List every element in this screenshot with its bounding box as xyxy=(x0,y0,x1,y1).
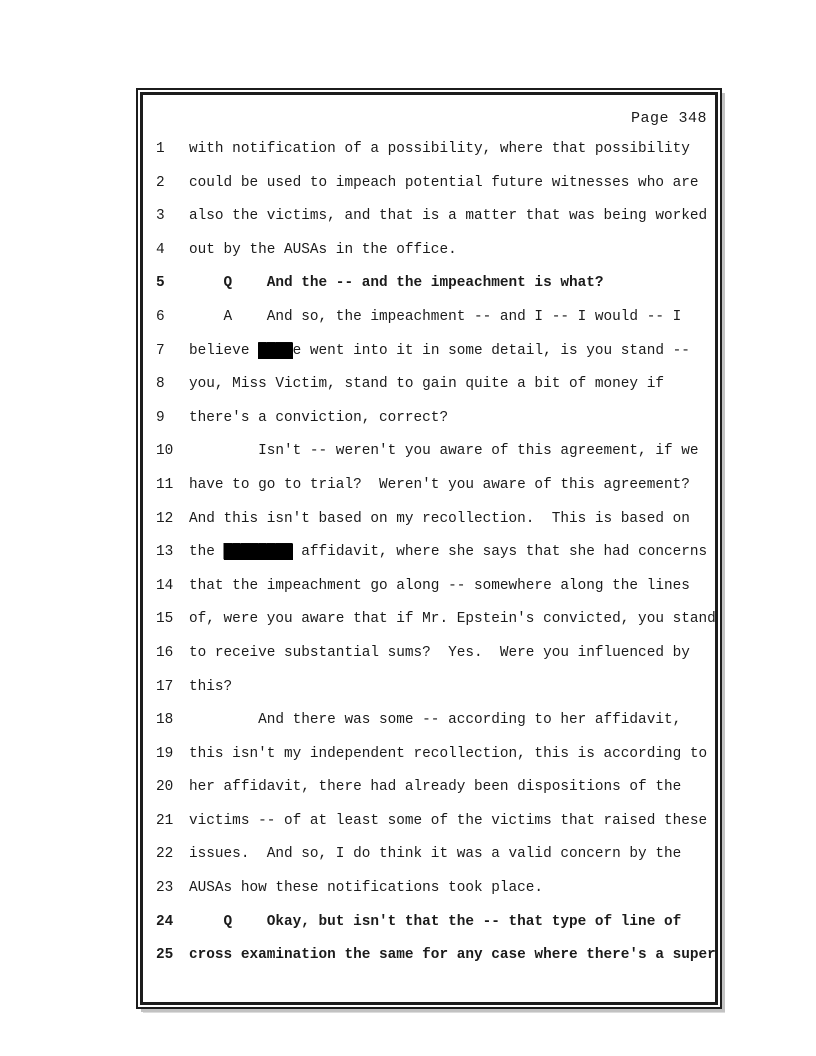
transcript-line xyxy=(143,200,715,234)
transcript-page xyxy=(136,88,722,1009)
transcript-line xyxy=(143,603,715,637)
redaction-box: ████████ xyxy=(223,544,293,561)
line-number: 2 xyxy=(156,174,165,191)
transcript-line xyxy=(143,805,715,839)
line-text: out by the AUSAs in the office. xyxy=(189,241,457,258)
transcript-line xyxy=(143,671,715,705)
line-text: the ████████ affidavit, where she says that she had concerns xyxy=(189,544,708,561)
line-number: 23 xyxy=(156,880,174,897)
line-number: 1 xyxy=(156,141,165,157)
line-text: AUSAs how these notifications took place. xyxy=(189,880,544,897)
line-text: could be used to impeach potential future witnesses who are xyxy=(189,174,699,191)
transcript-line xyxy=(143,704,715,738)
line-number: 19 xyxy=(156,745,174,762)
line-text: victims -- of at least some of the victims that raised these xyxy=(189,812,708,829)
transcript-line xyxy=(143,167,715,201)
line-number: 16 xyxy=(156,644,174,661)
line-text: Isn't -- weren't you aware of this agreement, if we xyxy=(189,443,699,460)
line-text: her affidavit, there had already been dispositions of the xyxy=(189,779,682,796)
line-text: issues. And so, I do think it was a valid concern by the xyxy=(189,846,682,863)
line-text: to receive substantial sums? Yes. Were you influenced by xyxy=(189,644,690,661)
line-text: of, were you aware that if Mr. Epstein's convicted, you stand xyxy=(189,611,716,628)
transcript-line xyxy=(143,267,715,301)
line-number: 11 xyxy=(156,476,174,493)
line-number: 17 xyxy=(156,678,174,695)
line-text: also the victims, and that is a matter that was being worked xyxy=(189,208,708,225)
line-number: 21 xyxy=(156,812,174,829)
transcript-line xyxy=(143,906,715,940)
line-text: And this isn't based on my recollection. This is based on xyxy=(189,510,690,527)
line-number: 14 xyxy=(156,577,174,594)
line-text: this isn't my independent recollection, this is according to xyxy=(189,745,708,762)
line-text: Q Okay, but isn't that the -- that type of line of xyxy=(189,913,682,930)
transcript-line xyxy=(143,503,715,537)
line-number: 3 xyxy=(156,208,165,225)
line-text: with notification of a possibility, where that possibility xyxy=(189,141,690,157)
transcript-line xyxy=(143,435,715,469)
line-number: 20 xyxy=(156,779,174,796)
line-number: 13 xyxy=(156,544,174,561)
line-number: 18 xyxy=(156,712,174,729)
line-number: 15 xyxy=(156,611,174,628)
transcript-line xyxy=(143,738,715,772)
transcript-line xyxy=(143,402,715,436)
line-number: 7 xyxy=(156,342,165,359)
transcript-line xyxy=(143,536,715,570)
transcript-line xyxy=(143,872,715,906)
redaction-box: ████ xyxy=(258,342,293,359)
page-border-inner xyxy=(140,92,718,1005)
line-number: 8 xyxy=(156,376,165,393)
transcript-line xyxy=(143,234,715,268)
page-content xyxy=(143,95,715,1002)
line-number: 5 xyxy=(156,275,165,292)
line-text: And there was some -- according to her affidavit, xyxy=(189,712,682,729)
line-number: 24 xyxy=(156,913,174,930)
transcript-line xyxy=(143,335,715,369)
transcript-line xyxy=(143,771,715,805)
line-text: have to go to trial? Weren't you aware of this agreement? xyxy=(189,476,690,493)
transcript-line xyxy=(143,469,715,503)
line-number: 25 xyxy=(156,947,174,964)
transcript-line xyxy=(143,368,715,402)
transcript-line xyxy=(143,301,715,335)
transcript-line xyxy=(143,637,715,671)
line-text: A And so, the impeachment -- and I -- I would -- I xyxy=(189,308,682,325)
line-text: that the impeachment go along -- somewhere along the lines xyxy=(189,577,690,594)
transcript-line xyxy=(143,939,715,973)
line-number: 10 xyxy=(156,443,174,460)
line-number: 4 xyxy=(156,241,165,258)
line-text: you, Miss Victim, stand to gain quite a bit of money if xyxy=(189,376,664,393)
line-number: 9 xyxy=(156,409,165,426)
line-number: 6 xyxy=(156,308,165,325)
line-text: cross examination the same for any case where there's a super xyxy=(189,947,716,964)
transcript-line xyxy=(143,133,715,167)
line-number: 22 xyxy=(156,846,174,863)
line-text: this? xyxy=(189,678,233,695)
line-text: believe ████e went into it in some detail, is you stand -- xyxy=(189,342,690,359)
line-number: 12 xyxy=(156,510,174,527)
transcript-line xyxy=(143,838,715,872)
line-text: Q And the -- and the impeachment is what? xyxy=(189,275,604,292)
transcript-line xyxy=(143,570,715,604)
page-number-label: Page 348 xyxy=(630,110,707,127)
transcript-lines xyxy=(143,133,715,973)
line-text: there's a conviction, correct? xyxy=(189,409,449,426)
